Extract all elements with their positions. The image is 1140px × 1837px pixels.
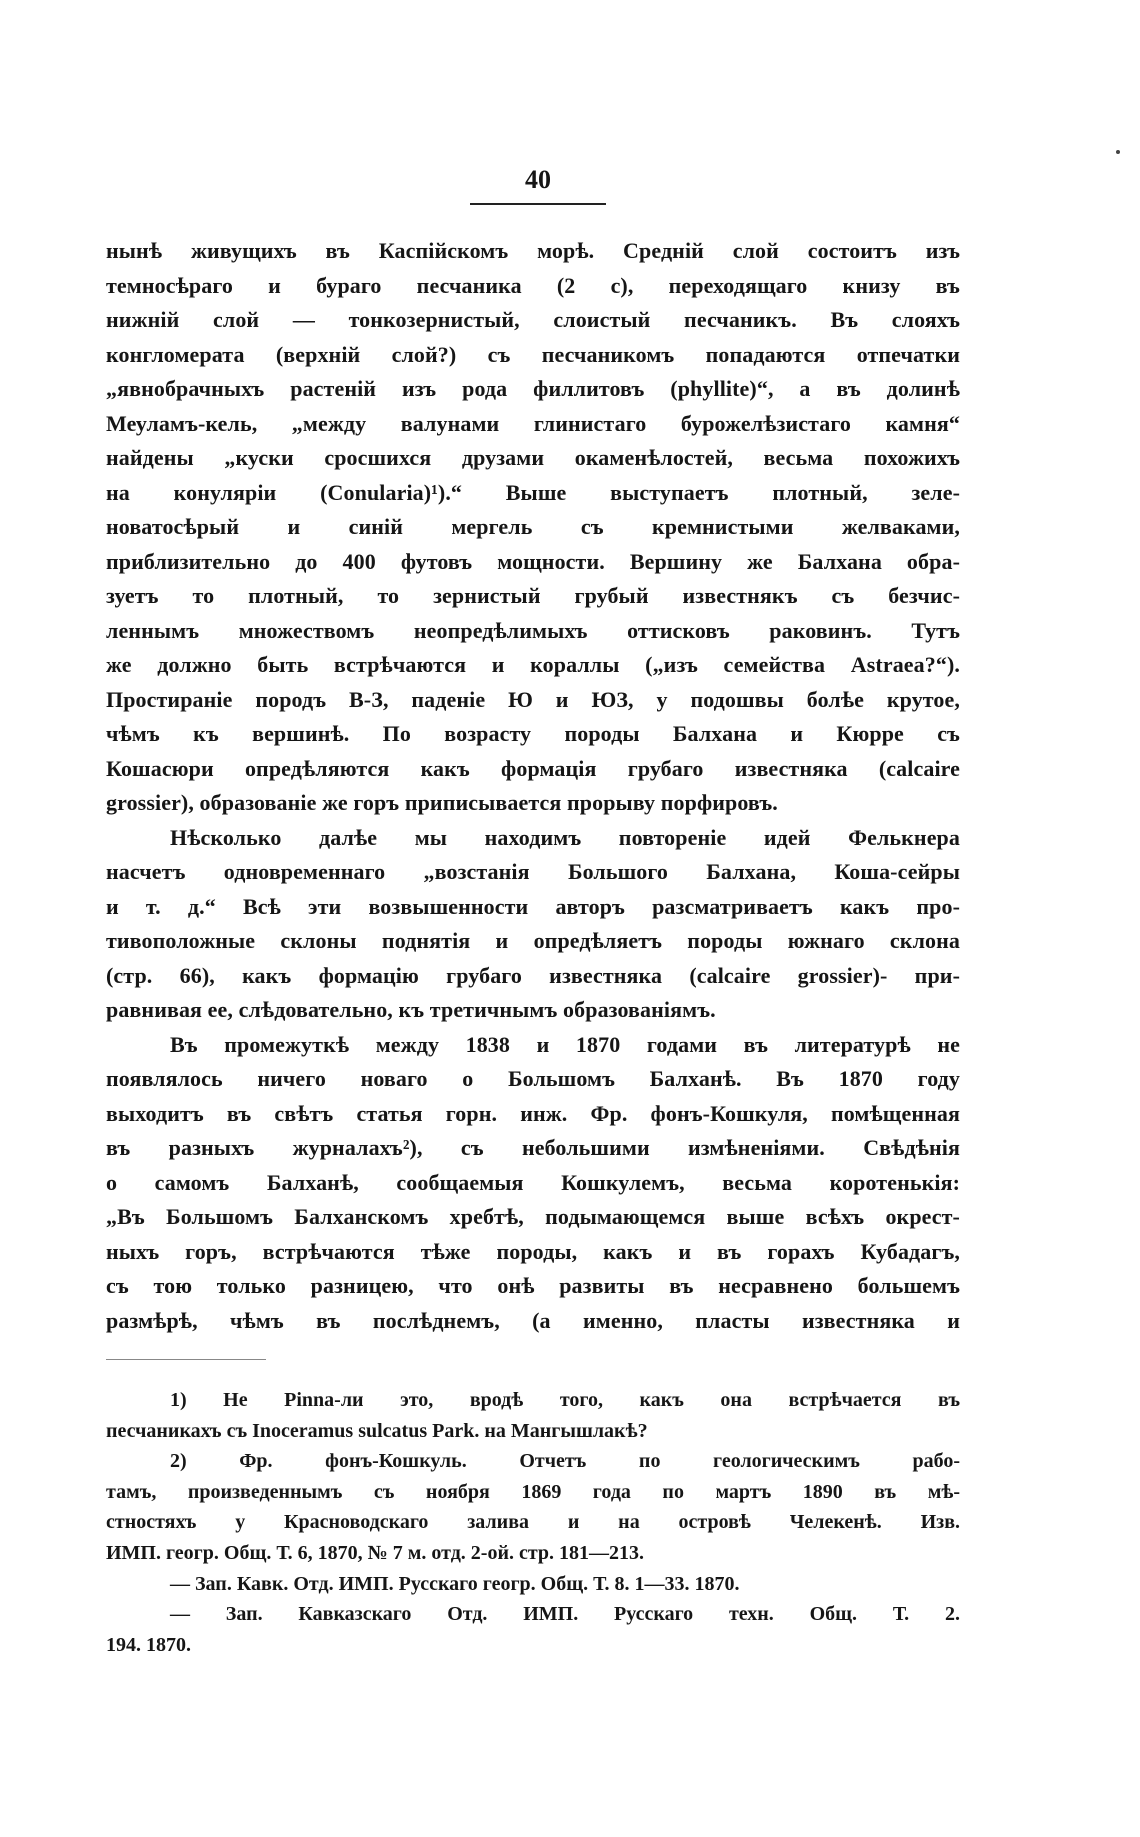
footnote-line: стностяхъ у Красноводскаго залива и на островѣ Челекенѣ. Изв. <box>106 1511 960 1534</box>
body-line: Простираніе породъ В-З, паденіе Ю и ЮЗ, у подошвы болѣе крутое, <box>106 686 960 712</box>
body-line: „Въ Большомъ Балханскомъ хребтѣ, подымающемся выше всѣхъ окрест- <box>106 1204 960 1229</box>
body-line: леннымъ множествомъ неопредѣлимыхъ оттисковъ раковинъ. Тутъ <box>106 617 960 643</box>
footnotes <box>106 1385 960 1660</box>
body-text <box>106 234 960 1338</box>
body-line: ныхъ горъ, встрѣчаются тѣже породы, какъ и въ горахъ Кубадагъ, <box>106 1238 960 1264</box>
body-line: насчетъ одновременнаго „возстанія Большого Балхана, Коша-сейры <box>106 859 960 884</box>
footnote-line: 194. 1870. <box>106 1633 191 1656</box>
body-line: конгломерата (верхній слой?) съ песчаникомъ попадаются отпечатки <box>106 341 960 367</box>
body-line: новатосѣрый и синій мергель съ кремнистыми желваками, <box>106 514 960 539</box>
body-line: выходитъ въ свѣтъ статья горн. инж. Фр. фонъ-Кошкуля, помѣщенная <box>106 1100 960 1126</box>
body-line: приблизительно до 400 футовъ мощности. Вершину же Балхана обра- <box>106 548 960 574</box>
footnote-line: ИМП. геогр. Общ. Т. 6, 1870, № 7 м. отд. 2-ой. стр. 181—213. <box>106 1541 645 1564</box>
body-line: Въ промежуткѣ между 1838 и 1870 годами въ литературѣ не <box>170 1031 960 1057</box>
page-number: 40 <box>525 165 551 194</box>
body-line: нижній слой — тонкозернистый, слоистый песчаникъ. Въ слояхъ <box>106 307 960 332</box>
body-line: тивоположные склоны поднятія и опредѣляетъ породы южнаго склона <box>106 928 960 953</box>
body-line: зуетъ то плотный, то зернистый грубый известнякъ съ безчис- <box>106 583 960 608</box>
body-line: найдены „куски сросшихся друзами окаменѣлостей, весьма похожихъ <box>106 445 960 470</box>
body-line: о самомъ Балханѣ, сообщаемыя Кошкулемъ, весьма коротенькія: <box>106 1169 960 1195</box>
footnote-line: песчаникахъ съ Inoceramus sulcatus Park. на Мангышлакѣ? <box>106 1419 648 1442</box>
body-line: появлялось ничего новаго о Большомъ Балханѣ. Въ 1870 году <box>106 1066 960 1091</box>
body-line: въ разныхъ журналахъ²), съ небольшими измѣненіями. Свѣдѣнія <box>106 1135 960 1160</box>
body-line: равнивая ее, слѣдовательно, къ третичнымъ образованіямъ. <box>106 997 716 1022</box>
body-line: же должно быть встрѣчаются и кораллы („изъ семейства Astraea?“). <box>106 652 960 677</box>
body-line: размѣрѣ, чѣмъ въ послѣднемъ, (а именно, пласты известняка и <box>106 1307 960 1333</box>
body-line: Нѣсколько далѣе мы находимъ повтореніе идей Фелькнера <box>170 824 960 850</box>
footnote-separator <box>106 1359 266 1360</box>
footnote-line: 1) Не Pinna-ли это, вродѣ того, какъ она встрѣчается въ <box>170 1389 960 1411</box>
body-line: чѣмъ къ вершинѣ. По возрасту породы Балхана и Кюрре съ <box>106 721 960 746</box>
scan-speck <box>1116 150 1120 154</box>
footnote-line: — Зап. Кавк. Отд. ИМП. Русскаго геогр. Общ. Т. 8. 1—33. 1870. <box>170 1572 740 1595</box>
body-line: съ тою только разницею, что онѣ развиты въ несравнено большемъ <box>106 1273 960 1298</box>
body-line: „явнобрачныхъ растеній изъ рода филлитовъ (phyllite)“, а въ долинѣ <box>106 376 960 401</box>
footnote-line: 2) Фр. фонъ-Кошкуль. Отчетъ по геологическимъ рабо- <box>170 1450 960 1473</box>
page-number-rule <box>470 203 606 205</box>
body-line: на конуляріи (Conularia)¹).“ Выше выступаетъ плотный, зеле- <box>106 479 960 505</box>
body-line: Меуламъ-кель, „между валунами глинистаго бурожелѣзистаго камня“ <box>106 410 960 436</box>
body-line: grossier), образованіе же горъ приписывается прорыву порфировъ. <box>106 790 778 815</box>
body-line: (стр. 66), какъ формацію грубаго известняка (calcaire grossier)- при- <box>106 962 960 988</box>
body-line: и т. д.“ Всѣ эти возвышенности авторъ разсматриваетъ какъ про- <box>106 893 960 919</box>
body-line: нынѣ живущихъ въ Каспійскомъ морѣ. Средній слой состоитъ изъ <box>106 238 960 263</box>
body-line: темносѣраго и бураго песчаника (2 с), переходящаго книзу въ <box>106 272 960 298</box>
body-line: Кошасюри опредѣляются какъ формація грубаго известняка (calcaire <box>106 755 960 781</box>
footnote-line: — Зап. Кавказскаго Отд. ИМП. Русскаго техн. Общ. Т. 2. <box>170 1603 960 1626</box>
footnote-line: тамъ, произведеннымъ съ ноября 1869 года по мартъ 1890 въ мѣ- <box>106 1480 960 1503</box>
